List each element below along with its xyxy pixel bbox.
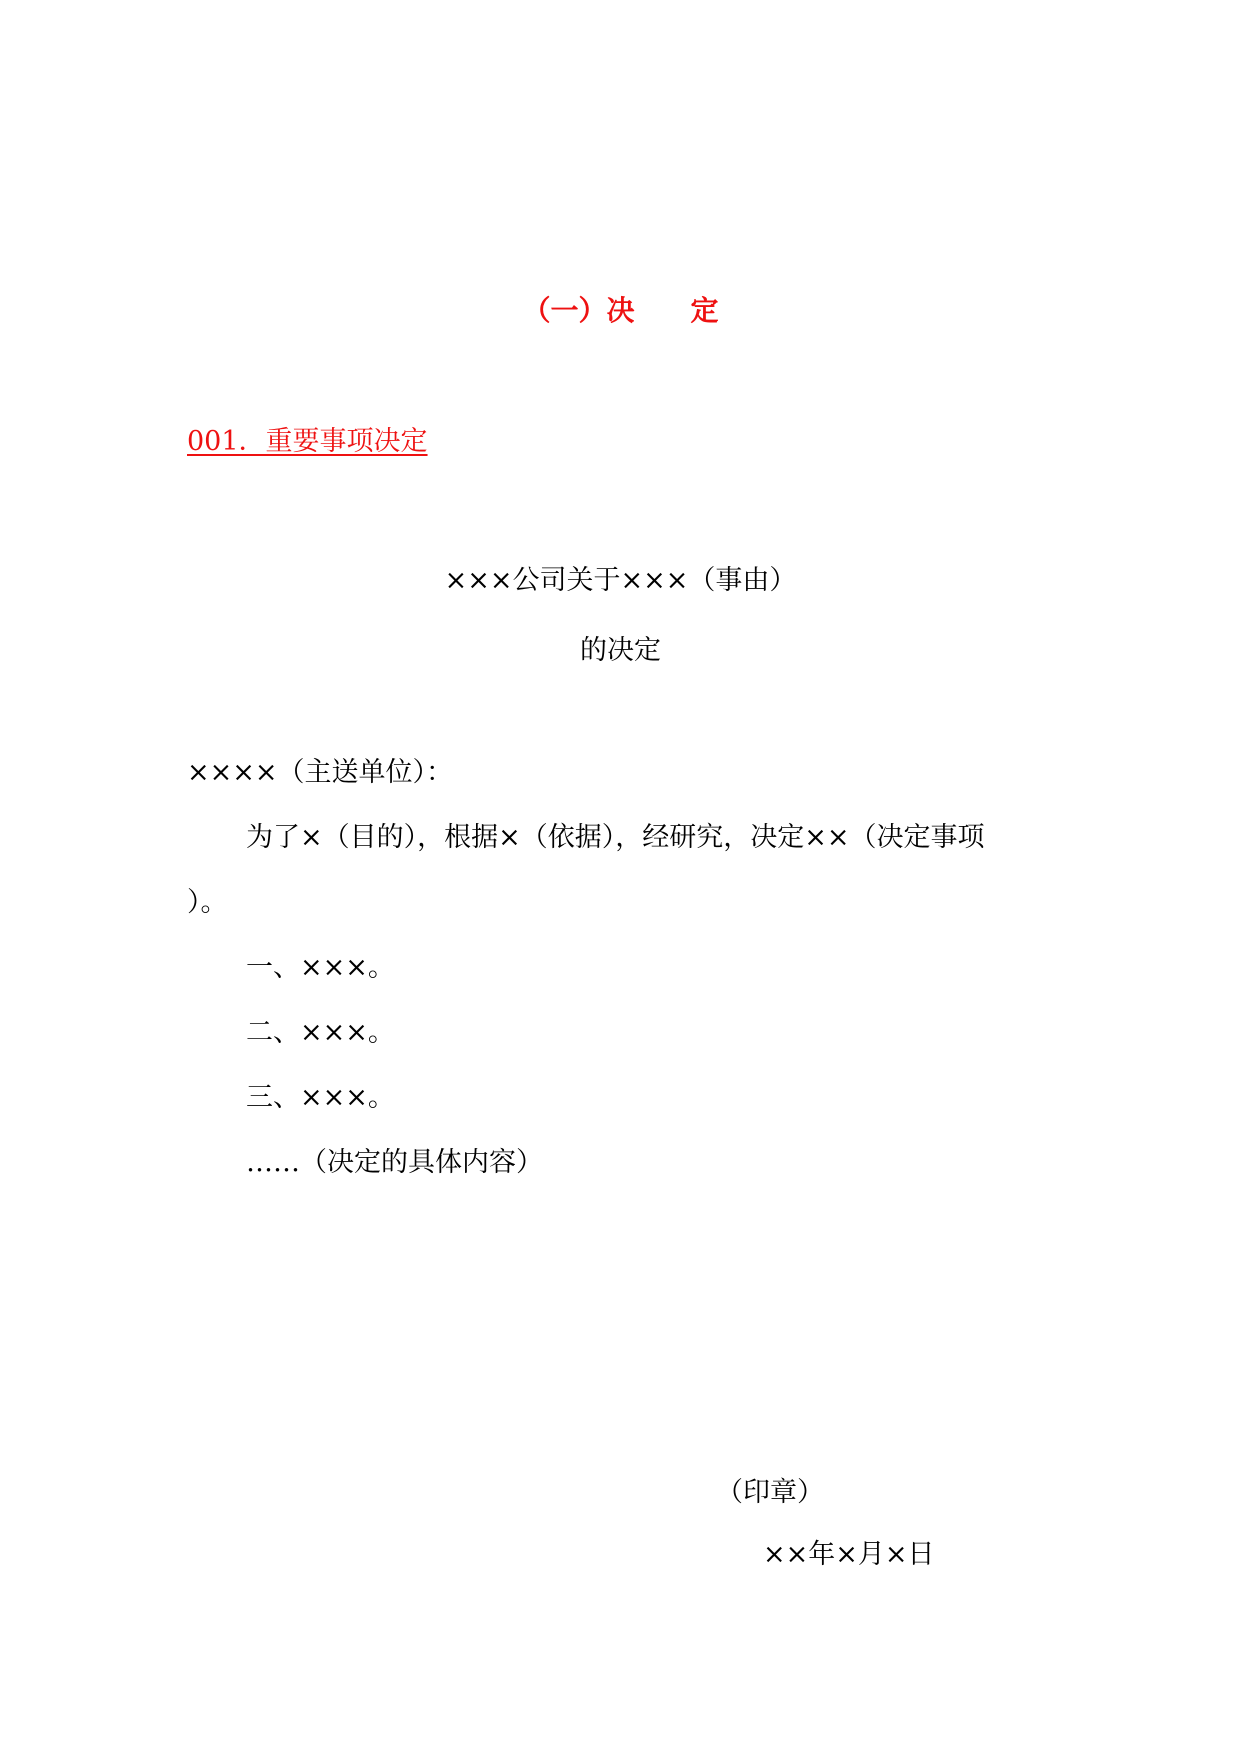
doc-title-line-1: ×××公司关于×××（事由） <box>444 565 797 596</box>
date-line: ××年×月×日 <box>763 1539 935 1570</box>
list-item: 二、×××。 <box>246 1017 395 1048</box>
body-paragraph-line-2: ）。 <box>187 887 228 918</box>
seal-placeholder: （印章） <box>716 1477 824 1508</box>
list-item: 一、×××。 <box>246 952 395 983</box>
doc-title-line-2: 的决定 <box>580 635 661 666</box>
list-item: 三、×××。 <box>246 1082 395 1113</box>
section-title: （一）决 定 <box>522 294 719 327</box>
item-heading: 001．重要事项决定 <box>187 426 428 457</box>
body-paragraph-line-1: 为了×（目的），根据×（依据），经研究，决定××（决定事项 <box>246 822 985 853</box>
recipient-line: ××××（主送单位）： <box>187 757 453 788</box>
body-ellipsis-line: ……（决定的具体内容） <box>246 1147 543 1178</box>
